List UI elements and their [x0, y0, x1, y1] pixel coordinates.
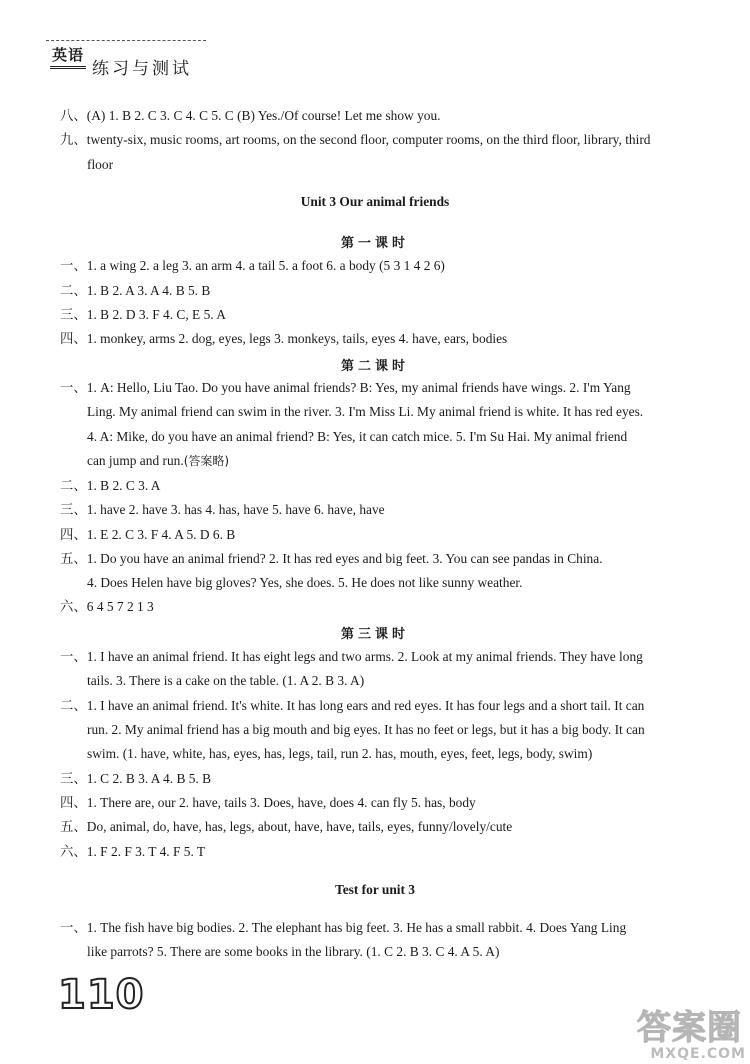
question-number: 四、: [60, 528, 87, 543]
answer-text: Do, animal, do, have, has, legs, about, have, have, tails, eyes, funny/lovely/cute: [86, 819, 513, 834]
question-number: 三、: [60, 308, 87, 323]
answer-line: [87, 156, 113, 173]
question-number: 三、: [60, 772, 87, 787]
watermark-url: MXQE.COM: [650, 1046, 746, 1062]
answer-text: 1. A: Hello, Liu Tao. Do you have animal friends? B: Yes, my animal friends have wings. 2. I'm Yang: [86, 380, 631, 395]
question-number: 六、: [60, 845, 87, 860]
answer-line: [60, 306, 226, 324]
answer-text: 4. Does Helen have big gloves? Yes, she does. 5. He does not like sunny weather.: [87, 575, 523, 590]
answer-line: [60, 697, 644, 715]
answer-line: [60, 550, 603, 568]
answer-text: 1. Do you have an animal friend? 2. It has red eyes and big feet. 3. You can see pandas in China.: [86, 551, 603, 566]
answer-line: [60, 501, 385, 519]
answer-line: [60, 330, 507, 348]
question-number: 五、: [60, 552, 87, 567]
answer-note: (答案略): [183, 454, 230, 468]
answer-line: [60, 257, 445, 275]
answer-line: [60, 379, 631, 397]
answer-line: [87, 403, 643, 420]
question-number: 九、: [60, 133, 87, 148]
answer-line: [87, 745, 592, 762]
question-number: 五、: [60, 820, 87, 835]
answer-line: [87, 721, 645, 738]
question-number: 四、: [60, 796, 87, 811]
answer-text: 1. The fish have big bodies. 2. The elephant has big feet. 3. He has a small rabbit. 4. Does Yang Ling: [86, 920, 627, 935]
unit-title: Unit 3 Our animal friends: [300, 194, 450, 209]
answer-line: [60, 794, 476, 812]
answer-text: 1. B 2. D 3. F 4. C, E 5. A: [86, 307, 226, 322]
answer-text: like parrots? 5. There are some books in the library. (1. C 2. B 3. C 4. A 5. A): [87, 944, 500, 959]
answer-line: [60, 131, 651, 149]
answer-text: floor: [87, 157, 114, 172]
answer-line: [60, 282, 210, 300]
question-number: 八、: [60, 109, 87, 124]
question-number: 二、: [60, 284, 87, 299]
answer-line: [60, 818, 512, 836]
answer-line: [60, 107, 441, 125]
answer-line: [60, 477, 160, 495]
answer-text: (A) 1. B 2. C 3. C 4. C 5. C (B) Yes./Of course! Let me show you.: [86, 108, 441, 123]
answer-line: [87, 452, 229, 470]
running-header: [46, 40, 206, 80]
answer-line: [60, 598, 154, 616]
question-number: 四、: [60, 332, 87, 347]
answer-text: 1. I have an animal friend. It has eight legs and two arms. 2. Look at my animal friends. They have long: [86, 649, 643, 664]
answer-text: can jump and run.: [87, 453, 184, 468]
answer-text: 1. B 2. A 3. A 4. B 5. B: [86, 283, 211, 298]
question-number: 三、: [60, 503, 87, 518]
answer-text: 1. I have an animal friend. It's white. It has long ears and red eyes. It has four legs and a short tail. It can: [86, 698, 645, 713]
question-number: 二、: [60, 699, 87, 714]
watermark-logo: 答案圈: [637, 1008, 742, 1048]
question-number: 六、: [60, 600, 87, 615]
question-number: 一、: [60, 650, 87, 665]
answer-text: 1. a wing 2. a leg 3. an arm 4. a tail 5. a foot 6. a body (5 3 1 4 2 6): [86, 258, 445, 273]
answer-text: 1. have 2. have 3. has 4. has, have 5. have 6. have, have: [86, 502, 385, 517]
answer-text: 4. A: Mike, do you have an animal friend? B: Yes, it can catch mice. 5. I'm Su Hai. My animal friend: [87, 429, 628, 444]
test-title: Test for unit 3: [335, 882, 415, 897]
question-number: 二、: [60, 479, 87, 494]
lesson-3-title: 第三课时: [340, 627, 409, 642]
answer-text: twenty-six, music rooms, art rooms, on the second floor, computer rooms, on the third floor, library, third: [86, 132, 651, 147]
subject-label: 英语: [50, 44, 86, 69]
book-title: 练习与测试: [92, 59, 192, 79]
answer-text: tails. 3. There is a cake on the table. (1. A 2. B 3. A): [87, 673, 365, 688]
answer-text: Ling. My animal friend can swim in the river. 3. I'm Miss Li. My animal friend is white. It has red eyes.: [87, 404, 644, 419]
answer-text: swim. (1. have, white, has, eyes, has, legs, tail, run 2. has, mouth, eyes, feet, legs, body, swim): [87, 746, 593, 761]
answer-line: [87, 672, 364, 689]
answer-text: 1. There are, our 2. have, tails 3. Does, have, does 4. can fly 5. has, body: [86, 795, 476, 810]
answer-line: [87, 428, 627, 445]
question-number: 一、: [60, 381, 87, 396]
header-dotted-rule: [46, 40, 206, 41]
lesson-2-title: 第二课时: [340, 359, 409, 374]
answer-line: [60, 648, 643, 666]
answer-line: [87, 943, 499, 960]
answer-line: [87, 574, 523, 591]
question-number: 一、: [60, 259, 87, 274]
watermark: [600, 1000, 750, 1064]
answer-line: [60, 919, 626, 937]
answer-text: 1. B 2. C 3. A: [86, 478, 161, 493]
answer-text: 1. monkey, arms 2. dog, eyes, legs 3. monkeys, tails, eyes 4. have, ears, bodies: [86, 331, 508, 346]
answer-text: 1. C 2. B 3. A 4. B 5. B: [86, 771, 212, 786]
answer-text: 1. F 2. F 3. T 4. F 5. T: [86, 844, 206, 859]
answer-text: 6 4 5 7 2 1 3: [86, 599, 154, 614]
answer-text: 1. E 2. C 3. F 4. A 5. D 6. B: [86, 527, 236, 542]
lesson-1-title: 第一课时: [340, 236, 409, 251]
answer-line: [60, 843, 205, 861]
question-number: 一、: [60, 921, 87, 936]
answer-line: [60, 526, 235, 544]
answer-line: [60, 770, 211, 788]
answer-text: run. 2. My animal friend has a big mouth and big eyes. It has no feet or legs, but it has a big body. It can: [87, 722, 645, 737]
page-number: 110: [58, 972, 145, 1018]
